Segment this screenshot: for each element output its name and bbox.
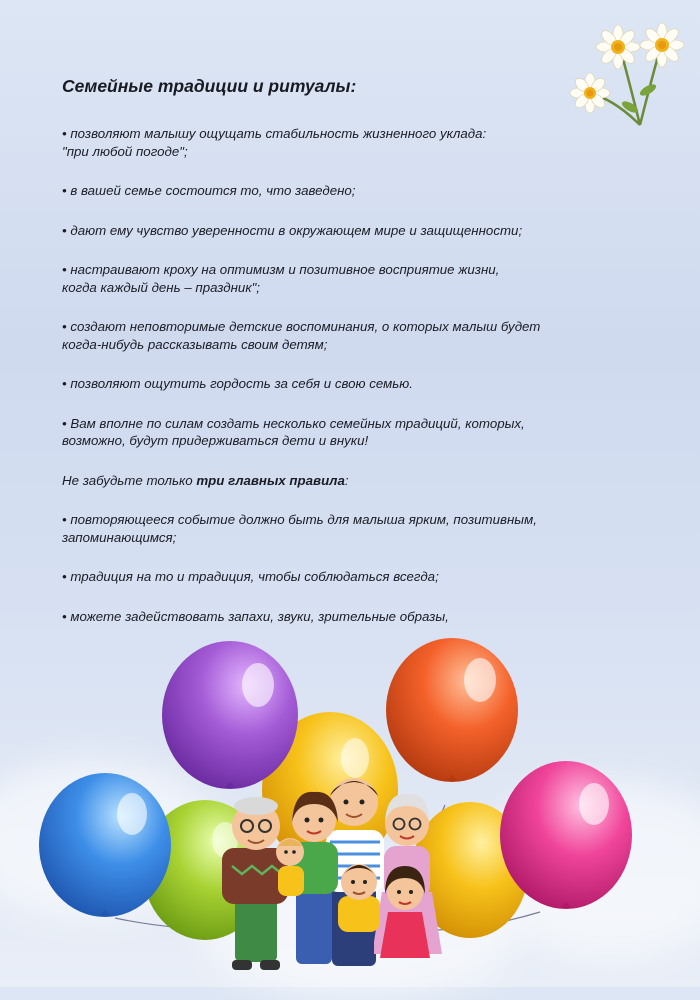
- rule-item-line: запоминающимся;: [62, 529, 177, 545]
- list-item-line: когда-нибудь рассказывать своим детям;: [62, 336, 328, 352]
- list-item: [62, 415, 652, 450]
- list-item-line: • в вашей семье состоится то, что заведено;: [62, 183, 356, 198]
- balloon-orange: [386, 638, 518, 782]
- list-item: [62, 125, 652, 160]
- list-item: [62, 182, 652, 200]
- list-item-line: "при любой погоде";: [62, 143, 188, 159]
- list-item: [62, 222, 652, 240]
- rule-item-line: • традиция на то и традиция, чтобы соблюдаться всегда;: [62, 569, 439, 584]
- list-item: [62, 261, 652, 296]
- rules-intro-suffix: :: [344, 472, 349, 488]
- rule-item: [62, 568, 652, 586]
- list-item-line: • позволяют малышу ощущать стабильность жизненного уклада:: [62, 126, 487, 141]
- rules-intro-prefix: Не забудьте только: [62, 472, 197, 488]
- list-item-line: • настраивают кроху на оптимизм и позитивное восприятие жизни,: [62, 262, 500, 277]
- list-item-line: • дают ему чувство уверенности в окружающем мире и защищенности;: [62, 222, 523, 238]
- page-title: Семейные традиции и ритуалы:: [62, 76, 357, 96]
- list-item: [62, 318, 652, 353]
- list-item-line: • позволяют ощутить гордость за себя и свою семью.: [62, 376, 413, 391]
- balloon-blue: [39, 773, 171, 917]
- list-item: [62, 375, 652, 393]
- balloon-purple: [162, 641, 298, 789]
- list-item-line: • создают неповторимые детские воспоминания, о которых малыш будет: [62, 319, 541, 334]
- list-item-line: • Вам вполне по силам создать несколько семейных традиций, которых,: [62, 415, 525, 431]
- family-group: [222, 778, 442, 970]
- text-content: [62, 76, 652, 647]
- family-with-balloons-illustration: [0, 630, 700, 987]
- rule-item: [62, 511, 652, 546]
- balloon-pink: [500, 761, 632, 909]
- rules-intro: [62, 472, 652, 490]
- rules-intro-bold: три главных правила: [196, 472, 345, 488]
- rule-item-line: • повторяющееся событие должно быть для малыша ярким, позитивным,: [62, 512, 537, 527]
- rule-item-line: • можете задействовать запахи, звуки, зрительные образы,: [62, 608, 449, 624]
- list-item-line: возможно, будут придерживаться дети и внуки!: [62, 433, 369, 448]
- boy-figure: [338, 864, 380, 966]
- list-item-line: когда каждый день – праздник";: [62, 279, 261, 295]
- rule-item: [62, 608, 652, 626]
